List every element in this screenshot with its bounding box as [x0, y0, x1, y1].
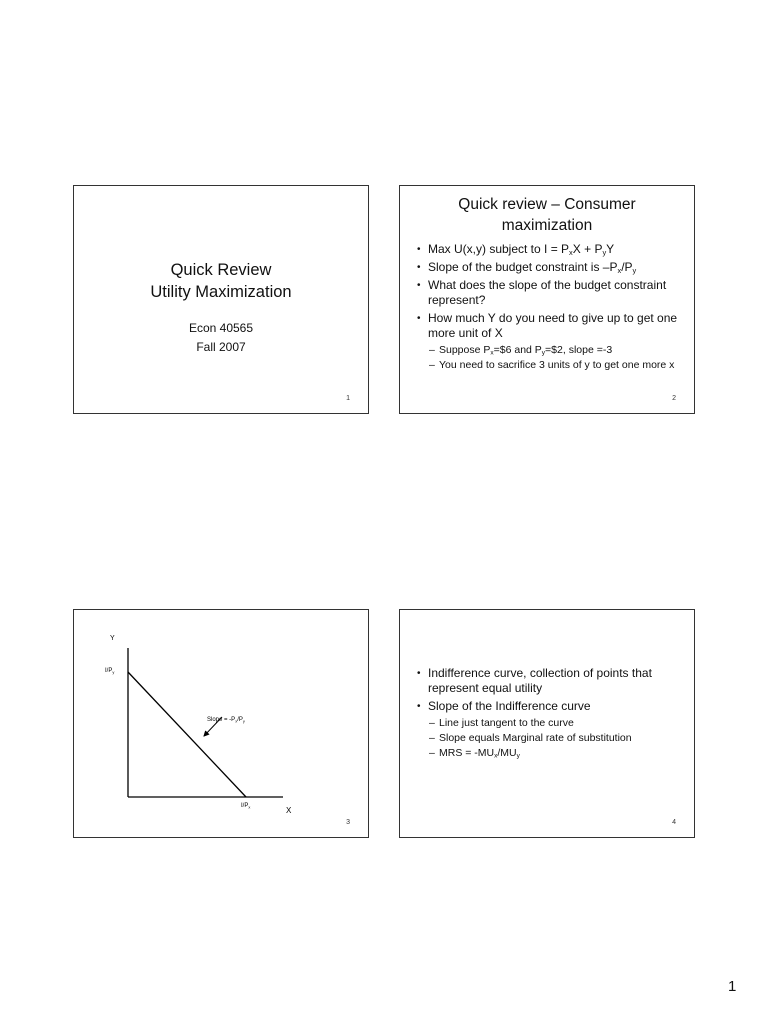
y-intercept-label: $I/P_y$	[105, 668, 115, 675]
x-axis-label: X	[286, 806, 292, 815]
slide-number: 3	[346, 819, 350, 826]
course-label: Econ 40565	[188, 321, 254, 335]
slide-2-title-line2: maximization	[501, 217, 593, 234]
slide-2-title-line1: Quick review – Consumer	[458, 196, 636, 213]
sub-bullet-item: – MRS = $-MU_x/MU_y$	[429, 747, 520, 760]
sub-bullet-item: – Line just tangent to the curve	[429, 717, 574, 729]
page-number: 1	[728, 978, 737, 995]
bullet-item: • What does the slope of the budget constraint represent?	[417, 278, 686, 308]
slide-2	[399, 185, 695, 414]
bullet-item: • Max U(x,y) subject to $I = P_xX + P_yY$	[417, 242, 686, 257]
slide-1-subtitle	[74, 319, 368, 357]
sub-bullet-item: – Suppose $P_x=\$6$ and $P_y=\$2$, slope =-3	[429, 344, 613, 357]
slide-number: 4	[672, 819, 676, 826]
budget-line	[128, 672, 246, 797]
bullet-item: • Slope of the budget constraint is $-P_x/P_y$	[417, 260, 686, 275]
y-axis-label: Y	[110, 635, 115, 642]
sub-bullet-item: – Slope equals Marginal rate of substitution	[429, 732, 632, 744]
bullet-item: • How much Y do you need to give up to get one more unit of X	[417, 311, 686, 341]
slope-label: Slope = $-P_x/P_y$	[207, 717, 245, 724]
bullet-item: • Slope of the Indifference curve	[417, 699, 686, 714]
bullet-item: • Indifference curve, collection of points that represent equal utility	[417, 666, 686, 696]
slide-1-title-line2: Utility Maximization	[150, 283, 292, 301]
budget-constraint-graph	[74, 610, 368, 837]
slide-2-bullets	[417, 242, 686, 374]
slide-3	[73, 609, 369, 838]
slide-1-title	[74, 259, 368, 303]
slide-number: 1	[346, 395, 350, 402]
slide-2-title	[410, 194, 684, 236]
slide-1	[73, 185, 369, 414]
slide-1-title-line1: Quick Review	[170, 261, 272, 279]
slide-4-bullets	[417, 666, 686, 762]
term-label: Fall 2007	[196, 340, 246, 354]
slide-number: 2	[672, 395, 676, 402]
x-intercept-label: $I/P_x$	[241, 803, 251, 810]
sub-bullet-item: – You need to sacrifice 3 units of y to get one more x	[429, 359, 675, 371]
slide-4	[399, 609, 695, 838]
